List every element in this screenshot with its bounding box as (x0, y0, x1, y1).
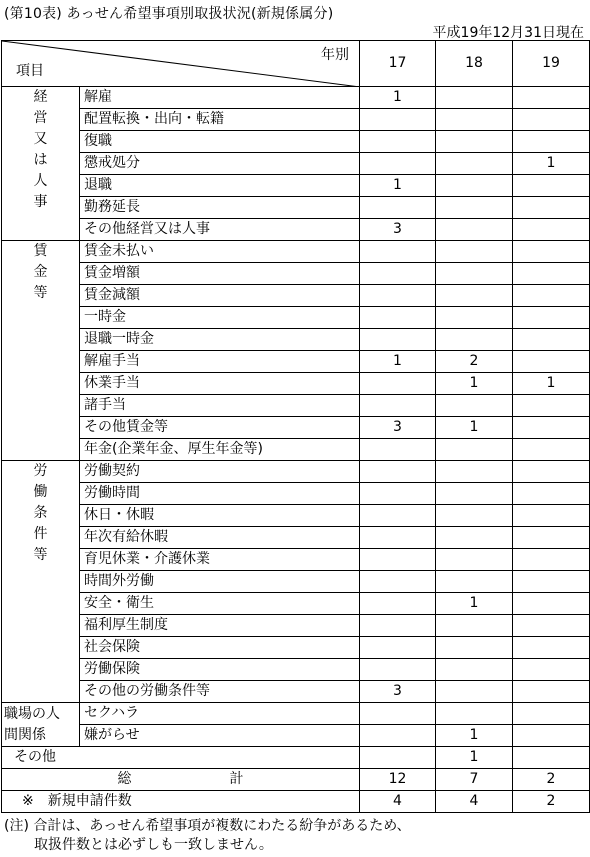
header-row (2, 41, 590, 87)
value-cell (360, 637, 436, 659)
table-row (2, 87, 590, 109)
table-row (2, 153, 590, 175)
value-cell: 1 (360, 351, 436, 373)
table-row (2, 461, 590, 483)
item-label: 時間外労働 (80, 571, 360, 593)
new-cases-row-label: ※ 新規申請件数 (2, 791, 360, 813)
value-cell (436, 329, 513, 351)
category-char: 賃 (33, 243, 48, 259)
category-cell-roudou (2, 461, 80, 703)
value-cell (360, 285, 436, 307)
value-cell (360, 527, 436, 549)
table-row (2, 197, 590, 219)
table-row (2, 483, 590, 505)
value-cell (513, 351, 590, 373)
value-cell (436, 483, 513, 505)
table-row (2, 373, 590, 395)
value-cell (513, 725, 590, 747)
item-label: 社会保険 (80, 637, 360, 659)
value-cell (360, 659, 436, 681)
value-cell (436, 439, 513, 461)
value-cell (513, 395, 590, 417)
category-char: 事 (33, 194, 48, 210)
case-table (1, 40, 590, 813)
value-cell (513, 439, 590, 461)
as-of-date: 平成19年12月31日現在 (432, 25, 584, 41)
header-year-17: 17 (360, 41, 436, 87)
value-cell (360, 461, 436, 483)
item-label: 一時金 (80, 307, 360, 329)
item-label: 退職 (80, 175, 360, 197)
value-cell (360, 241, 436, 263)
value-cell (360, 109, 436, 131)
item-label: 福利厚生制度 (80, 615, 360, 637)
value-cell (436, 87, 513, 109)
value-cell: 2 (436, 351, 513, 373)
value-cell (513, 549, 590, 571)
value-cell (436, 703, 513, 725)
value-cell: 1 (360, 87, 436, 109)
table-row (2, 615, 590, 637)
value-cell (436, 175, 513, 197)
value-cell: 3 (360, 681, 436, 703)
category-char: 人 (33, 173, 48, 189)
total-row-label: 総 計 (2, 769, 360, 791)
value-cell: 7 (436, 769, 513, 791)
table-row (2, 681, 590, 703)
table-row (2, 703, 590, 725)
value-cell (513, 637, 590, 659)
table-row (2, 417, 590, 439)
value-cell (360, 395, 436, 417)
value-cell (360, 263, 436, 285)
item-label: 解雇 (80, 87, 360, 109)
footnote-line-2: 取扱件数とは必ずしも一致しません。 (34, 837, 273, 853)
value-cell (360, 373, 436, 395)
value-cell (513, 659, 590, 681)
value-cell (513, 681, 590, 703)
value-cell (436, 615, 513, 637)
table-row (2, 219, 590, 241)
value-cell (513, 285, 590, 307)
footnote-line-1: (注) 合計は、あっせん希望事項が複数にわたる紛争があるため、 (4, 818, 411, 834)
category-char: 等 (33, 285, 48, 301)
value-cell: 1 (436, 593, 513, 615)
value-cell (436, 461, 513, 483)
value-cell (436, 681, 513, 703)
value-cell (360, 505, 436, 527)
table-row (2, 263, 590, 285)
value-cell: 1 (513, 373, 590, 395)
item-label: 嫌がらせ (80, 725, 360, 747)
category-char: 金 (33, 264, 48, 280)
table-row (2, 307, 590, 329)
value-cell (436, 549, 513, 571)
value-cell (360, 131, 436, 153)
item-label: 休業手当 (80, 373, 360, 395)
value-cell (360, 615, 436, 637)
other-row-label: その他 (2, 747, 360, 769)
item-label: 労働時間 (80, 483, 360, 505)
value-cell (513, 571, 590, 593)
table-title: (第10表) あっせん希望事項別取扱状況(新規係属分) (4, 6, 334, 22)
value-cell: 2 (513, 769, 590, 791)
category-char: 件 (33, 526, 48, 542)
value-cell (513, 593, 590, 615)
value-cell (436, 219, 513, 241)
value-cell (436, 153, 513, 175)
value-cell: 1 (436, 417, 513, 439)
item-label: 年金(企業年金、厚生年金等) (80, 439, 360, 461)
category-char: 条 (33, 505, 48, 521)
table-row (2, 549, 590, 571)
header-year-19: 19 (513, 41, 590, 87)
item-label: その他賃金等 (80, 417, 360, 439)
item-label: 労働保険 (80, 659, 360, 681)
header-diagonal-cell (2, 41, 360, 87)
item-label: 解雇手当 (80, 351, 360, 373)
value-cell (436, 263, 513, 285)
value-cell (513, 307, 590, 329)
value-cell (513, 703, 590, 725)
value-cell (360, 725, 436, 747)
header-item-label: 項目 (16, 63, 44, 79)
value-cell (436, 241, 513, 263)
value-cell (513, 461, 590, 483)
value-cell (360, 307, 436, 329)
value-cell (360, 329, 436, 351)
table-row (2, 505, 590, 527)
category-cell-chingin (2, 241, 80, 461)
header-year-label: 年別 (321, 47, 349, 63)
item-label: その他経営又は人事 (80, 219, 360, 241)
value-cell (436, 659, 513, 681)
item-label: 復職 (80, 131, 360, 153)
category-cell-keiei (2, 87, 80, 241)
category-char: 働 (33, 484, 48, 500)
value-cell (360, 747, 436, 769)
table-row (2, 395, 590, 417)
value-cell: 1 (436, 747, 513, 769)
table-row (2, 725, 590, 747)
value-cell (436, 395, 513, 417)
value-cell (436, 197, 513, 219)
value-cell: 1 (513, 153, 590, 175)
value-cell (513, 219, 590, 241)
value-cell (513, 109, 590, 131)
value-cell (436, 505, 513, 527)
value-cell (360, 549, 436, 571)
value-cell: 1 (436, 725, 513, 747)
table-row (2, 659, 590, 681)
header-year-18: 18 (436, 41, 513, 87)
value-cell (513, 505, 590, 527)
item-label: 諸手当 (80, 395, 360, 417)
item-label: 配置転換・出向・転籍 (80, 109, 360, 131)
table-body (2, 41, 590, 813)
item-label: セクハラ (80, 703, 360, 725)
table-row (2, 351, 590, 373)
item-label: 育児休業・介護休業 (80, 549, 360, 571)
value-cell (513, 747, 590, 769)
table-row (2, 131, 590, 153)
value-cell: 1 (436, 373, 513, 395)
table-row (2, 571, 590, 593)
value-cell (513, 131, 590, 153)
value-cell: 12 (360, 769, 436, 791)
value-cell (513, 197, 590, 219)
value-cell (436, 285, 513, 307)
value-cell (360, 593, 436, 615)
value-cell (513, 417, 590, 439)
value-cell (436, 637, 513, 659)
header-diagonal-line (2, 41, 360, 87)
table-row (2, 439, 590, 461)
category-char: 労 (33, 463, 48, 479)
value-cell (513, 175, 590, 197)
value-cell (360, 483, 436, 505)
value-cell: 4 (360, 791, 436, 813)
value-cell (360, 439, 436, 461)
item-label: 労働契約 (80, 461, 360, 483)
value-cell (436, 131, 513, 153)
category-char: 経 (33, 89, 48, 105)
item-label: 年次有給休暇 (80, 527, 360, 549)
new-cases-row (2, 791, 590, 813)
value-cell (513, 527, 590, 549)
value-cell (513, 615, 590, 637)
category-line: 職場の人 (4, 706, 60, 722)
value-cell (513, 263, 590, 285)
table-row (2, 329, 590, 351)
category-char: 営 (33, 110, 48, 126)
item-label: 懲戒処分 (80, 153, 360, 175)
footnote (4, 817, 411, 855)
value-cell (360, 703, 436, 725)
value-cell (436, 307, 513, 329)
total-row (2, 769, 590, 791)
value-cell (513, 87, 590, 109)
value-cell (436, 571, 513, 593)
item-label: 休日・休暇 (80, 505, 360, 527)
value-cell (360, 571, 436, 593)
value-cell (360, 153, 436, 175)
category-char: は (33, 152, 48, 168)
category-cell-shokuba (2, 703, 80, 747)
value-cell: 3 (360, 219, 436, 241)
value-cell: 2 (513, 791, 590, 813)
item-label: 退職一時金 (80, 329, 360, 351)
value-cell (513, 483, 590, 505)
value-cell (513, 241, 590, 263)
item-label: その他の労働条件等 (80, 681, 360, 703)
value-cell (436, 527, 513, 549)
value-cell: 1 (360, 175, 436, 197)
table-row (2, 241, 590, 263)
other-row (2, 747, 590, 769)
table-row (2, 175, 590, 197)
value-cell: 3 (360, 417, 436, 439)
item-label: 賃金増額 (80, 263, 360, 285)
value-cell (436, 109, 513, 131)
table-row (2, 637, 590, 659)
table-row (2, 109, 590, 131)
category-char: 等 (33, 547, 48, 563)
table-row (2, 527, 590, 549)
category-char: 又 (33, 131, 48, 147)
category-line: 間関係 (4, 727, 46, 743)
table-row (2, 593, 590, 615)
value-cell: 4 (436, 791, 513, 813)
value-cell (360, 197, 436, 219)
table-row (2, 285, 590, 307)
item-label: 勤務延長 (80, 197, 360, 219)
item-label: 賃金未払い (80, 241, 360, 263)
item-label: 賃金減額 (80, 285, 360, 307)
value-cell (513, 329, 590, 351)
item-label: 安全・衛生 (80, 593, 360, 615)
